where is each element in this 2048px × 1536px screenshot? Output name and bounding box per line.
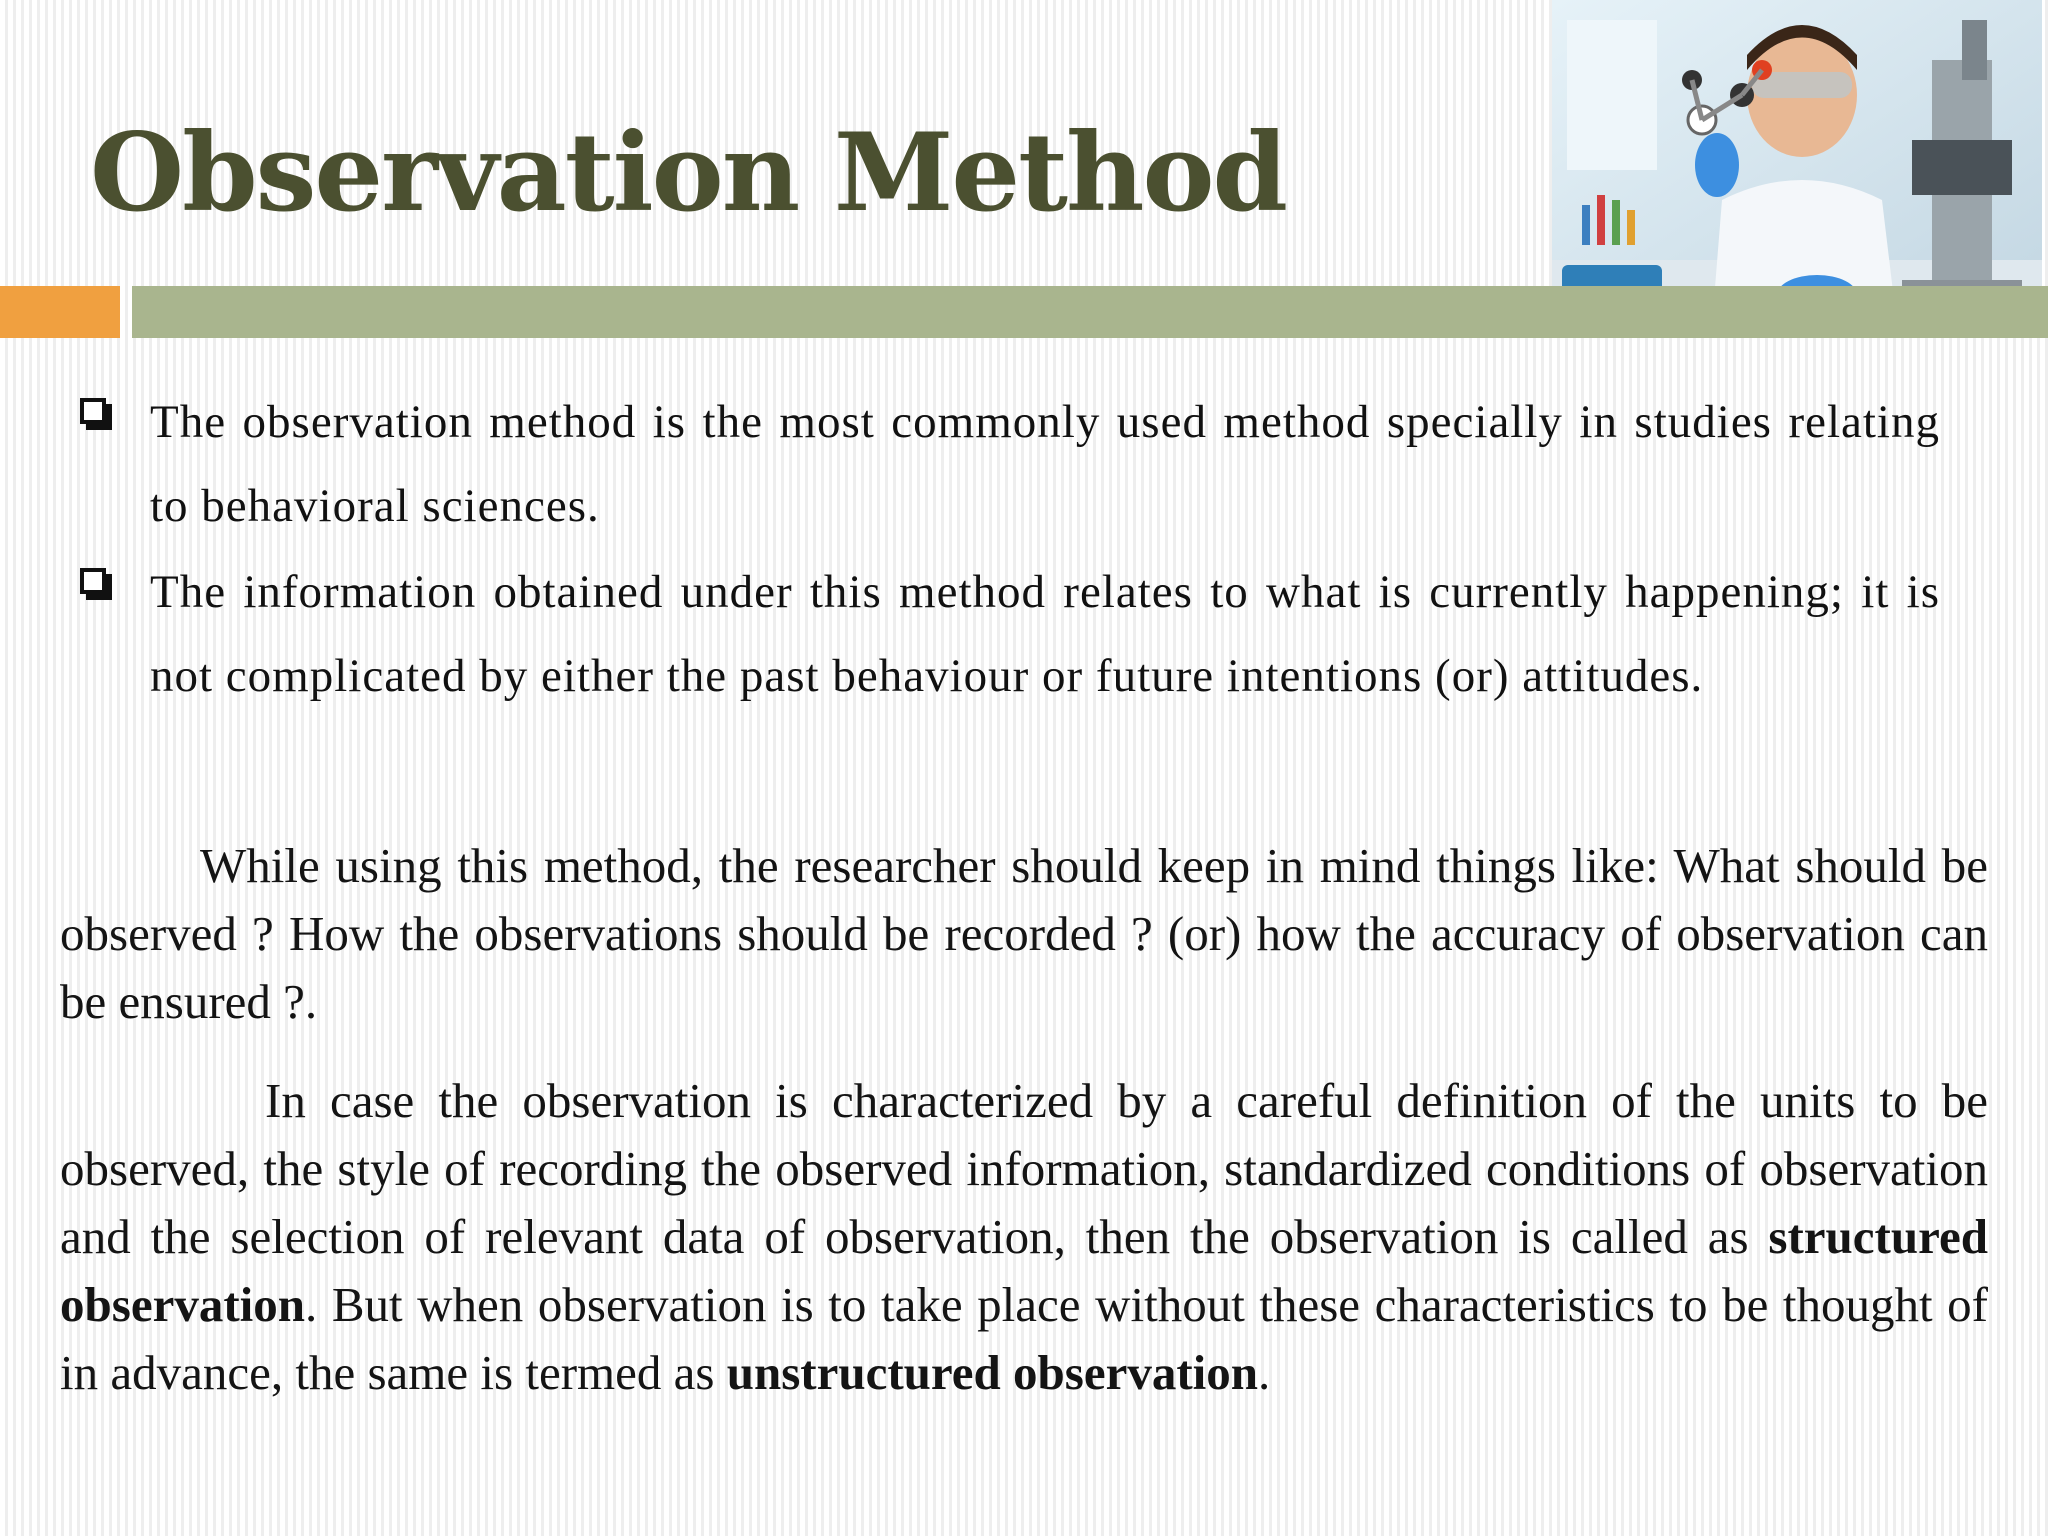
paragraph-structured-observation bbox=[60, 1067, 1988, 1407]
paragraph-text: . bbox=[1258, 1345, 1271, 1400]
slide-title: Observation Method bbox=[90, 110, 1287, 236]
accent-bar-green bbox=[132, 286, 2048, 338]
bullet-list bbox=[70, 380, 1940, 720]
paragraph-observation-questions: While using this method, the researcher should keep in mind things like: What should be observed ? How the observations should be recorded ? (or) how the accuracy of observation can be ensured ?. bbox=[60, 838, 1988, 1029]
bullet-text: The observation method is the most commonly used method specially in studies relating to behavioral sciences. bbox=[150, 396, 1940, 532]
accent-bar-orange bbox=[0, 286, 120, 338]
bullet-item bbox=[70, 550, 1940, 718]
checkbox-bullet-icon bbox=[80, 568, 106, 594]
paragraph-text: In case the observation is characterized by a careful definition of the units to be observed, the style of recording the observed information, standardized conditions of observation and the selection of relevant data of observation, then the observation is called as bbox=[60, 1073, 1988, 1264]
term-structured-observation: structured observation bbox=[60, 1209, 1988, 1332]
checkbox-bullet-icon bbox=[80, 398, 106, 424]
scientist-photo bbox=[1552, 0, 2042, 325]
term-unstructured-observation: unstructured observation bbox=[726, 1345, 1259, 1400]
paragraph-text: . But when observation is to take place without these characteristics to be thought of in advance, the same is termed as bbox=[60, 1277, 1988, 1400]
bullet-text: The information obtained under this method relates to what is currently happening; it is not complicated by either the past behaviour or future intentions (or) attitudes. bbox=[150, 566, 1940, 702]
bullet-item bbox=[70, 380, 1940, 548]
